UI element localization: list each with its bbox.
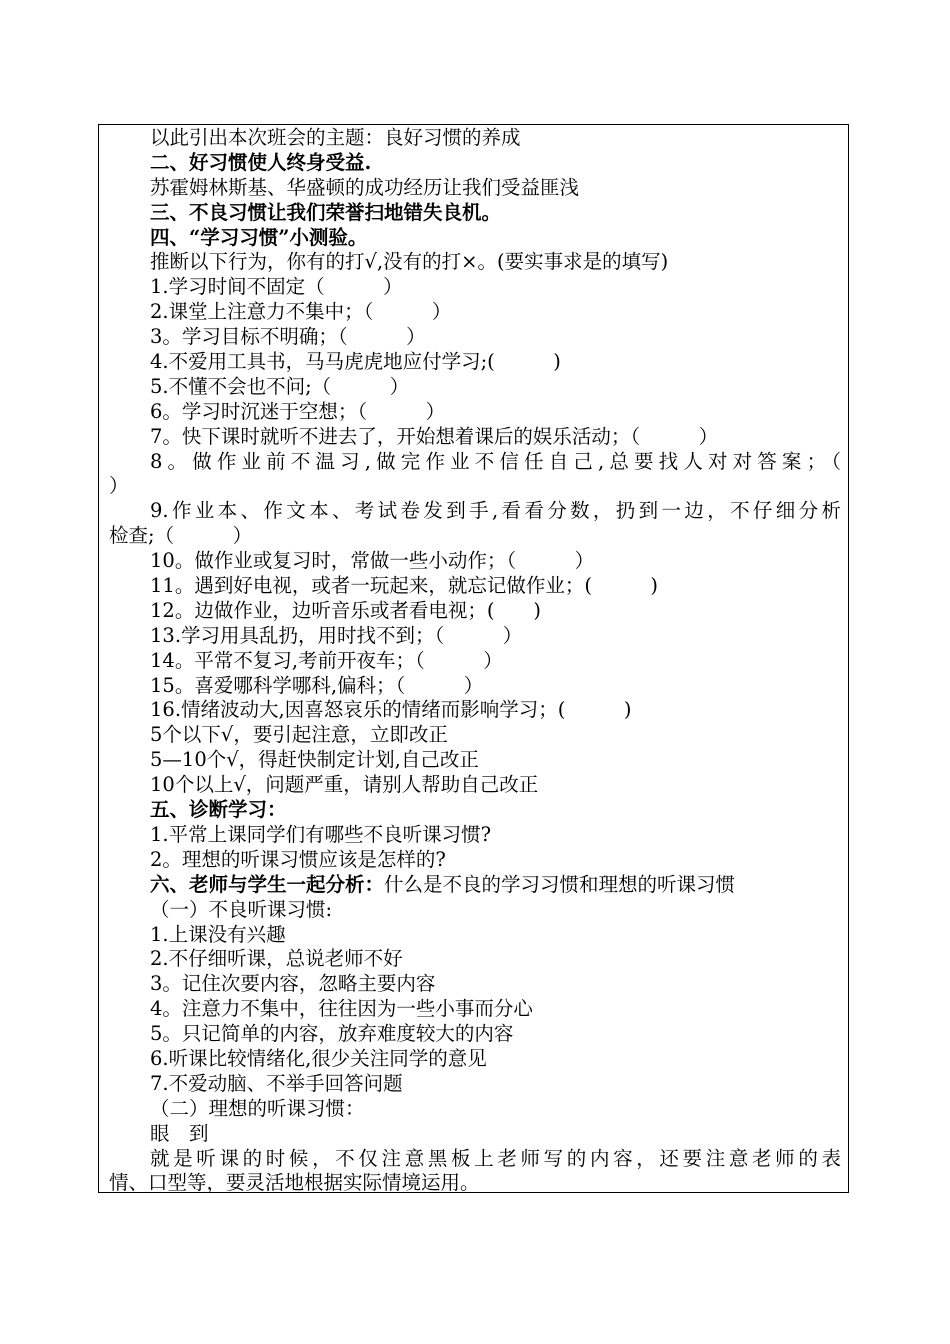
text-segment: 16.情绪波动大,因喜怒哀乐的情绪而影响学习；( ) [150, 698, 632, 722]
text-segment: 1.学习时间不固定（ ） [150, 275, 403, 299]
text-segment: （一）不良听课习惯: [150, 897, 333, 921]
text-segment: 9.作业本、作文本、考试卷发到手,看看分数，扔到一边，不仔细分析 [150, 499, 841, 523]
text-segment: 4.不爱用工具书，马马虎虎地应付学习;( ) [150, 350, 561, 374]
text-segment: 5—10个√，得赶快制定计划,自己改正 [150, 748, 479, 772]
text-line [109, 325, 841, 350]
text-segment: 三、不良习惯让我们荣誉扫地错失良机。 [150, 200, 502, 224]
text-segment: 1.平常上课同学们有哪些不良听课习惯? [150, 822, 492, 846]
text-segment: 五、诊断学习： [150, 798, 287, 822]
text-line [109, 549, 841, 574]
text-segment: 四、“学习习惯”小测验。 [150, 225, 368, 249]
text-line [109, 1097, 841, 1122]
text-line [109, 773, 841, 798]
text-line [109, 499, 841, 524]
text-line [109, 873, 841, 898]
text-line [109, 599, 841, 624]
text-segment: 推断以下行为，你有的打√,没有的打×。(要实事求是的填写) [150, 250, 669, 274]
text-line [109, 674, 841, 699]
text-segment: 7.不爱动脑、不举手回答问题 [150, 1071, 403, 1095]
text-line [109, 151, 841, 176]
text-segment: 就是听课的时候，不仅注意黑板上老师写的内容，还要注意老师的表 [150, 1146, 841, 1170]
text-segment: 5.不懂不会也不问;（ ） [150, 374, 410, 398]
text-line [109, 723, 841, 748]
text-segment: 眼 到 [150, 1121, 209, 1145]
text-line [109, 425, 841, 450]
text-segment: （二）理想的听课习惯： [150, 1096, 365, 1120]
text-line [109, 1122, 841, 1147]
text-segment: 8。做作业前不温习,做完作业不信任自己,总要找人对对答案；（ [150, 449, 841, 473]
text-segment: 5个以下√，要引起注意，立即改正 [150, 723, 448, 747]
text-segment: 10个以上√，问题严重，请别人帮助自己改正 [150, 773, 539, 797]
text-segment: 2。理想的听课习惯应该是怎样的? [150, 847, 446, 871]
text-line [109, 201, 841, 226]
text-line [109, 748, 841, 773]
text-line [109, 972, 841, 997]
text-segment: 2.课堂上注意力不集中；（ ） [150, 300, 452, 324]
text-segment: 13.学习用具乱扔，用时找不到；（ ） [150, 623, 523, 647]
text-segment: 7。快下课时就听不进去了，开始想着课后的娱乐活动；（ ） [150, 424, 719, 448]
text-line [109, 947, 841, 972]
text-line [109, 923, 841, 948]
text-segment: 1.上课没有兴趣 [150, 922, 286, 946]
text-line [109, 649, 841, 674]
text-segment: 什么是不良的学习习惯和理想的听课习惯 [384, 872, 736, 896]
text-line [109, 450, 841, 475]
text-line [109, 1022, 841, 1047]
text-line [109, 698, 841, 723]
text-line [109, 176, 841, 201]
text-line [109, 126, 841, 151]
text-segment: 检查;（ ） [109, 524, 253, 548]
text-segment: 情、口型等，要灵活地根据实际情境运用。 [109, 1171, 480, 1195]
text-segment: 4。注意力不集中，往往因为一些小事而分心 [150, 997, 533, 1021]
text-segment: 3。学习目标不明确；（ ） [150, 325, 426, 349]
text-segment: 苏霍姆林斯基、华盛顿的成功经历让我们受益匪浅 [150, 175, 580, 199]
text-line [109, 823, 841, 848]
text-segment: 5。只记简单的内容，放弃难度较大的内容 [150, 1022, 514, 1046]
text-line [109, 226, 841, 251]
text-line [109, 1147, 841, 1172]
text-line [109, 250, 841, 275]
text-segment: 3。记住次要内容，忽略主要内容 [150, 972, 436, 996]
text-line [109, 400, 841, 425]
text-segment: 以此引出本次班会的主题：良好习惯的养成 [150, 126, 521, 149]
text-line [109, 1047, 841, 1072]
text-line [109, 300, 841, 325]
text-segment: 12。边做作业，边听音乐或者看电视；( ) [150, 598, 542, 622]
text-line [109, 997, 841, 1022]
text-line [109, 275, 841, 300]
text-segment: ） [109, 474, 129, 498]
text-line [109, 624, 841, 649]
text-line [109, 798, 841, 823]
text-line [109, 898, 841, 923]
text-segment: 六、老师与学生一起分析： [150, 872, 385, 896]
text-line [109, 524, 841, 549]
text-segment: 二、好习惯使人终身受益. [150, 150, 372, 174]
text-line [109, 1171, 841, 1196]
text-line [109, 848, 841, 873]
text-segment: 6.听课比较情绪化,很少关注同学的意见 [150, 1046, 487, 1070]
text-segment: 2.不仔细听课，总说老师不好 [150, 947, 403, 971]
text-line [109, 474, 841, 499]
text-line [109, 1072, 841, 1097]
text-segment: 10。做作业或复习时，常做一些小动作；（ ） [150, 549, 595, 573]
text-line [109, 574, 841, 599]
text-segment: 15。喜爱哪科学哪科,偏科；（ ） [150, 673, 484, 697]
text-segment: 11。遇到好电视，或者一玩起来，就忘记做作业；( ) [150, 574, 659, 598]
text-line [109, 375, 841, 400]
text-segment: 14。平常不复习,考前开夜车；（ ） [150, 648, 503, 672]
text-segment: 6。学习时沉迷于空想；（ ） [150, 399, 446, 423]
document-body [109, 126, 841, 1196]
text-line [109, 350, 841, 375]
